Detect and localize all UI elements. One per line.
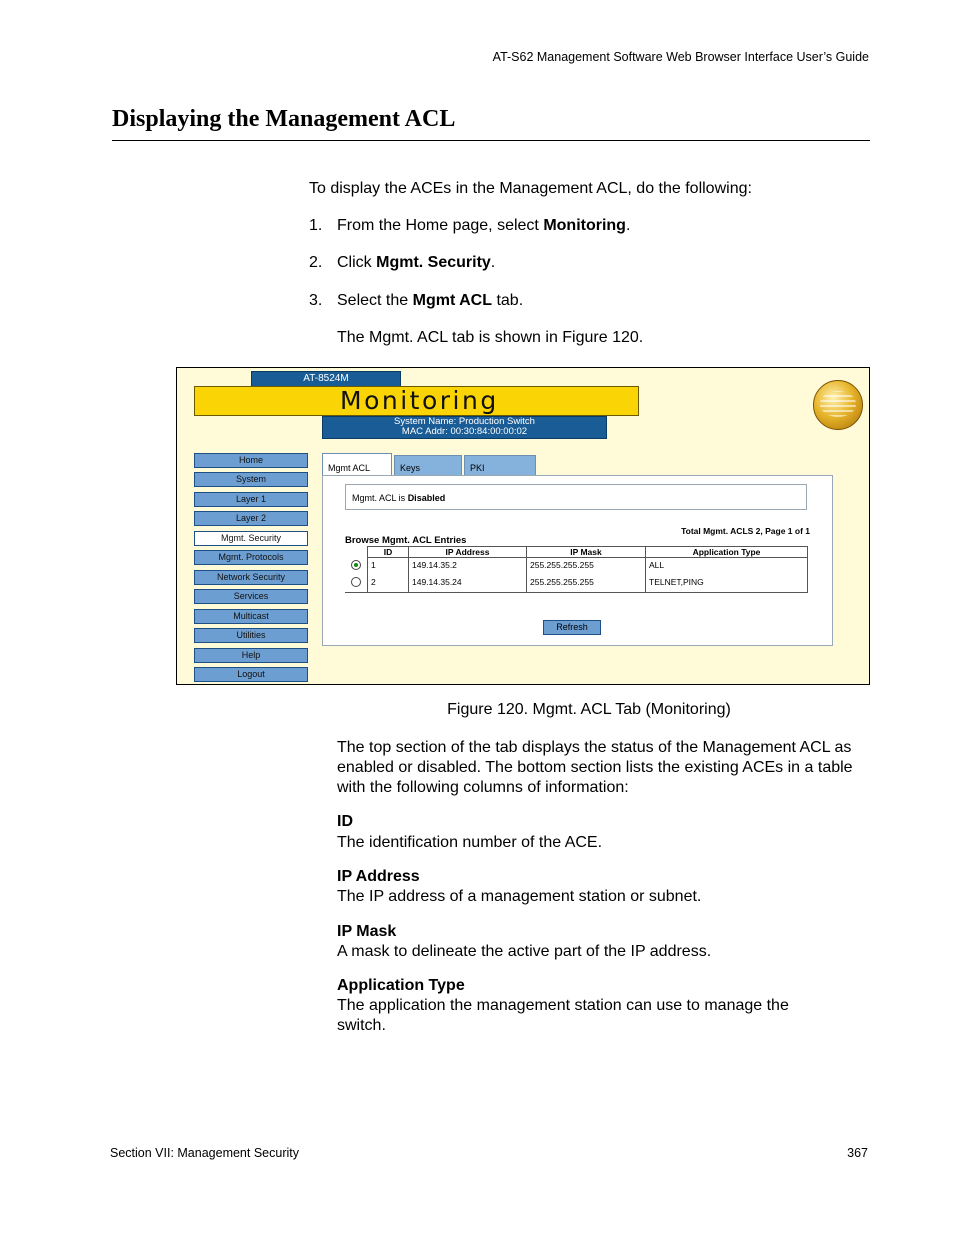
acl-status-label: Mgmt. ACL is [352,493,408,503]
browse-title: Browse Mgmt. ACL Entries [345,535,467,546]
acl-status-value: Disabled [407,493,446,503]
page-number: 367 [847,1146,868,1160]
mac-address: MAC Addr: 00:30:84:00:00:02 [401,426,528,437]
radio-selected-icon[interactable] [351,560,361,570]
figure-caption: Figure 120. Mgmt. ACL Tab (Monitoring) [447,701,731,718]
cell-application-type: ALL [646,558,808,576]
row-select [345,575,368,593]
row-select [345,558,368,576]
nav-item-multicast[interactable]: Multicast [194,609,308,624]
step-number: 3. [309,292,323,309]
table-header-row [345,547,808,558]
banner-title: Monitoring [340,386,499,415]
nav-item-mgmt-protocols[interactable]: Mgmt. Protocols [194,550,308,565]
tab-mgmt-acl[interactable]: Mgmt ACL [322,453,392,475]
nav-item-layer1[interactable]: Layer 1 [194,492,308,507]
column-header-id: ID [368,547,409,558]
step-number: 1. [309,217,323,234]
step-2 [309,253,495,273]
select-header [345,547,368,558]
system-name: System Name: Production Switch [394,416,535,427]
tab-panel [322,475,833,646]
tab-keys[interactable]: Keys [394,455,462,475]
table-row [345,575,808,593]
definition-term: IP Mask [337,923,397,940]
definition-term: ID [337,813,353,830]
footer-section: Section VII: Management Security [110,1146,299,1160]
tab-pki[interactable]: PKI [464,455,536,475]
system-info-box [322,416,607,439]
column-header-ip-mask: IP Mask [527,547,646,558]
figure-reference: The Mgmt. ACL tab is shown in Figure 120. [337,329,644,346]
nav-item-mgmt-security[interactable]: Mgmt. Security [194,531,308,546]
acl-table [345,546,808,593]
nav-item-utilities[interactable]: Utilities [194,628,308,643]
definition-text: A mask to delineate the active part of the IP address. [337,943,712,960]
nav-item-network-security[interactable]: Network Security [194,570,308,585]
step-bold: Mgmt ACL [412,292,492,309]
step-text-end: . [625,217,631,234]
nav-item-layer2[interactable]: Layer 2 [194,511,308,526]
step-1 [309,216,630,236]
globe-logo-icon [813,380,863,430]
section-title: Displaying the Management ACL [112,106,456,132]
cell-id: 1 [368,558,409,576]
column-header-ip-address: IP Address [409,547,527,558]
definition-text: The identification number of the ACE. [337,834,603,851]
definition-term: Application Type [337,977,465,994]
definition-text: The application the management station can use to manage the switch. [337,997,789,1034]
cell-ip-address: 149.14.35.2 [409,558,527,576]
table-row [345,558,808,576]
nav-item-services[interactable]: Services [194,589,308,604]
step-text-end: tab. [492,292,524,309]
step-text: Select the [337,292,413,309]
cell-ip-address: 149.14.35.24 [409,575,527,593]
cell-application-type: TELNET,PING [646,575,808,593]
step-3 [309,291,523,311]
nav-item-system[interactable]: System [194,472,308,487]
nav-item-home[interactable]: Home [194,453,308,468]
title-rule [112,140,870,141]
cell-ip-mask: 255.255.255.255 [527,575,646,593]
acl-status-box [345,484,807,510]
definition-term: IP Address [337,868,420,885]
monitoring-banner [194,386,639,416]
step-text: Click [337,254,377,271]
model-tab[interactable]: AT-8524M [251,371,401,387]
cell-id: 2 [368,575,409,593]
cell-ip-mask: 255.255.255.255 [527,558,646,576]
column-header-application-type: Application Type [646,547,808,558]
step-text: From the Home page, select [337,217,544,234]
definition-text: The IP address of a management station or subnet. [337,888,702,905]
nav-item-help[interactable]: Help [194,648,308,663]
refresh-button[interactable]: Refresh [543,620,601,635]
step-bold: Mgmt. Security [376,254,491,271]
step-bold: Monitoring [543,217,626,234]
radio-unselected-icon[interactable] [351,577,361,587]
figure-screenshot [176,367,870,685]
step-text-end: . [490,254,496,271]
step-number: 2. [309,254,323,271]
intro-paragraph: To display the ACEs in the Management ACL, do the following: [309,180,752,197]
running-header: AT-S62 Management Software Web Browser Interface User’s Guide [492,50,869,64]
total-entries: Total Mgmt. ACLS 2, Page 1 of 1 [681,526,810,536]
description-paragraph: The top section of the tab displays the status of the Management ACL as enabled or disabled. The bottom section lists the existing ACEs in a table with the following columns of information: [337,739,853,796]
nav-item-logout[interactable]: Logout [194,667,308,682]
